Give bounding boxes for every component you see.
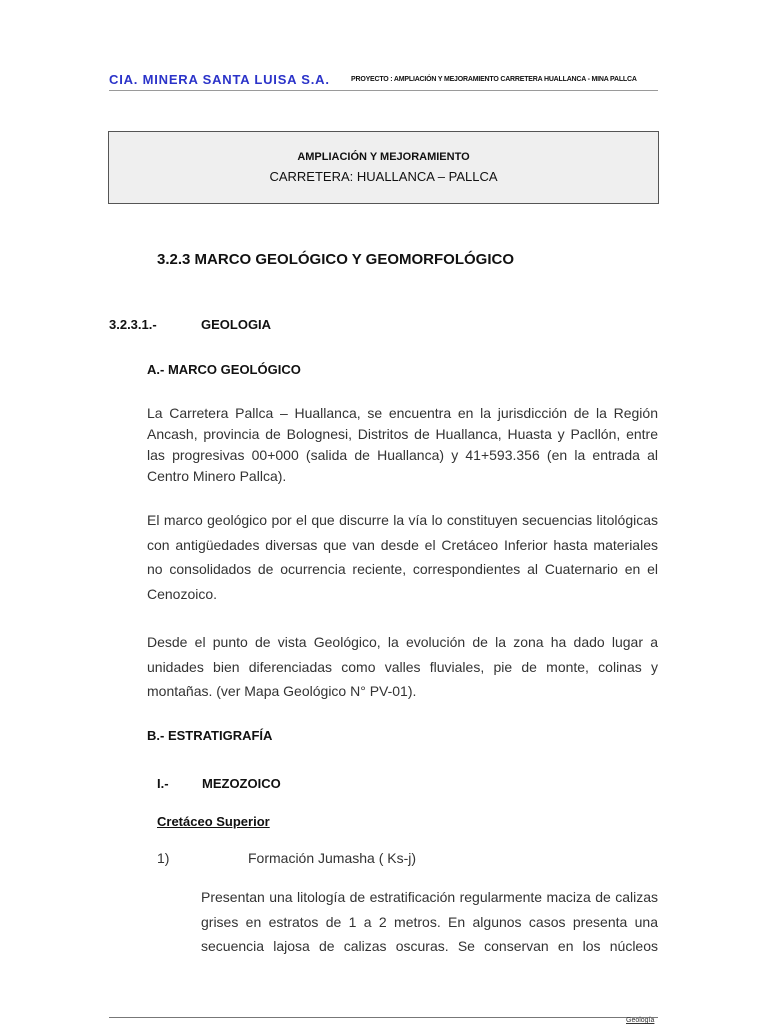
era-number: I.- bbox=[157, 776, 169, 791]
period-heading: Cretáceo Superior bbox=[157, 814, 270, 829]
subsection-number: 3.2.3.1.- bbox=[109, 317, 157, 332]
section-heading: 3.2.3 MARCO GEOLÓGICO Y GEOMORFOLÓGICO bbox=[157, 251, 514, 268]
project-title: PROYECTO : AMPLIACIÓN Y MEJORAMIENTO CARRETERA HUALLANCA - MINA PALLCA bbox=[351, 76, 637, 83]
formation-item bbox=[157, 850, 416, 866]
paragraph-geologic-evolution: Desde el punto de vista Geológico, la evolución de la zona ha dado lugar a unidades bien diferenciadas como valles fluviales, pie de monte, colinas y montañas. (ver Mapa Geológico N° PV-01). bbox=[147, 634, 658, 699]
paragraph-formation-description: Presentan una litología de estratificación regularmente maciza de calizas grises en estratos de 1 a 2 metros. En algunos casos presenta una secuencia lajosa de calizas oscuras. Se conservan en los núcleos bbox=[201, 889, 658, 954]
footer-label: Geología bbox=[626, 1017, 655, 1024]
page-header bbox=[109, 72, 658, 91]
era-heading bbox=[157, 776, 281, 791]
formation-item-number: 1) bbox=[157, 850, 170, 866]
estratigrafia-heading: B.- ESTRATIGRAFÍA bbox=[147, 728, 273, 743]
paragraph-geologic-frame: El marco geológico por el que discurre la vía lo constituyen secuencias litológicas con antigüedades diversas que van desde el Cretáceo Inferior hasta materiales no consolidados de ocurrencia reciente, correspondientes al Cuaternario en el Cenozoico. bbox=[147, 512, 658, 602]
marco-geologico-heading: A.- MARCO GEOLÓGICO bbox=[147, 362, 301, 377]
era-name: MEZOZOICO bbox=[202, 776, 281, 791]
footer-rule bbox=[109, 1017, 658, 1018]
title-line-1: AMPLIACIÓN Y MEJORAMIENTO bbox=[297, 151, 470, 163]
title-box bbox=[108, 131, 659, 204]
subsection-title: GEOLOGIA bbox=[201, 317, 272, 332]
title-line-2: CARRETERA: HUALLANCA – PALLCA bbox=[269, 169, 498, 184]
paragraph-location: La Carretera Pallca – Huallanca, se encuentra en la jurisdicción de la Región Ancash, provincia de Bolognesi, Distritos de Huallanca, Huasta y Pacllón, entre las progresivas 00+000 (salida de Huallanca) y 41+593.356 (en la entrada al Centro Minero Pallca). bbox=[147, 405, 658, 484]
company-name: CIA. MINERA SANTA LUISA S.A. bbox=[109, 72, 330, 87]
subsection-heading bbox=[109, 317, 271, 332]
formation-item-name: Formación Jumasha ( Ks-j) bbox=[248, 850, 417, 866]
